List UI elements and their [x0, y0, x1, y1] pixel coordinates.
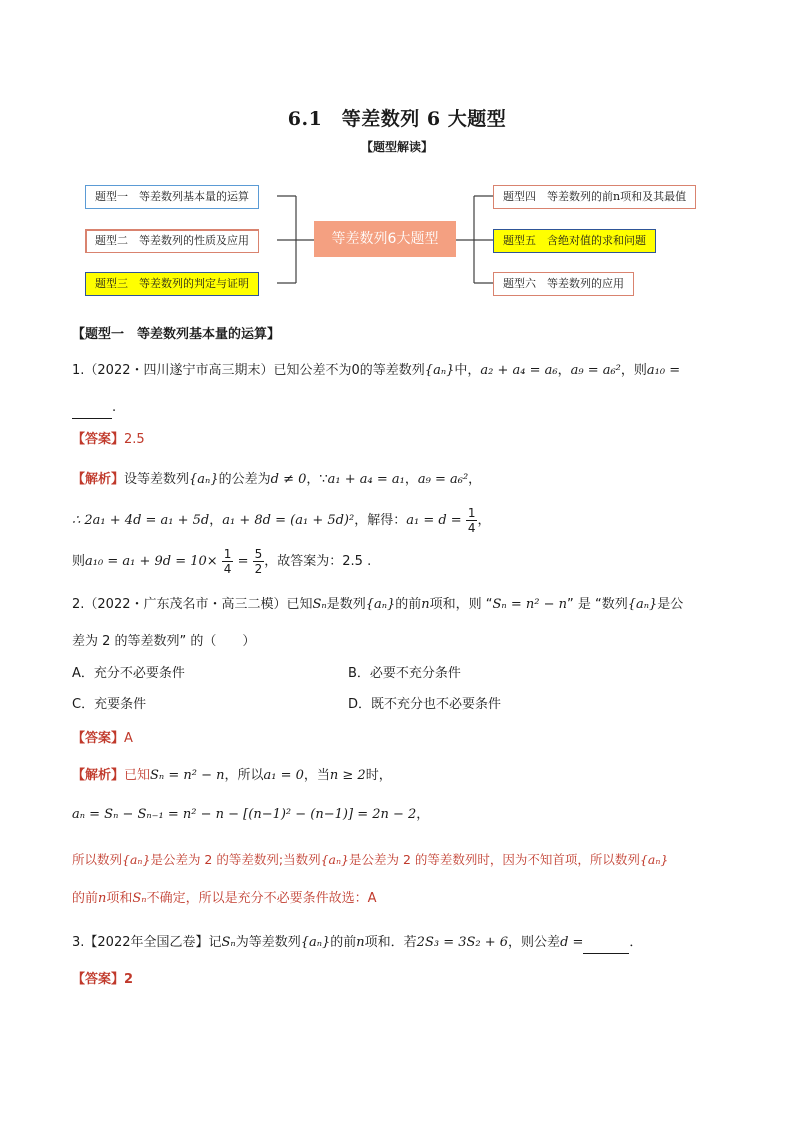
text: 不确定，所以是充分不必要条件故选：A: [146, 891, 377, 906]
math: a₁₀ = a₁ + 9d = 10×: [85, 554, 218, 569]
math: Sₙ = n² − n: [150, 768, 225, 783]
answer-line: [72, 430, 145, 450]
text: 3.【2022年全国乙卷】记: [72, 935, 222, 950]
text: 0: [351, 363, 360, 378]
text: ，: [477, 513, 491, 528]
math: {aₙ}: [122, 852, 151, 867]
mindmap: [0, 170, 794, 310]
text: 所以数列: [72, 852, 123, 867]
page-title: 6.1 等差数列 6 大题型: [287, 108, 507, 130]
text: 1.（2022・四川遂宁市高三期末）已知公差不为: [72, 363, 352, 378]
text: ，则: [620, 363, 647, 378]
math: d ≠ 0: [270, 472, 307, 487]
option-text: 充要条件: [94, 697, 147, 712]
math: {aₙ}: [424, 363, 455, 378]
math: a₁ = d =: [406, 513, 462, 528]
math: {aₙ}: [639, 852, 669, 867]
mindmap-topic-4: 题型四 等差数列的前n项和及其最值: [493, 185, 696, 209]
math: a₂ + a₄ = a₆: [480, 363, 558, 378]
option-key: A．: [72, 666, 94, 681]
option-text: 充分不必要条件: [93, 666, 185, 681]
math: a₉ = a₆²: [570, 363, 621, 378]
math: =: [237, 554, 249, 569]
answer-line: [72, 970, 133, 990]
math: {aₙ}: [300, 935, 331, 950]
question-3-stem: [72, 933, 642, 954]
answer-label: 【答案】: [72, 432, 125, 447]
math: n: [421, 597, 430, 612]
text: 则: [72, 554, 86, 569]
text: 时，: [365, 768, 392, 783]
text: ，: [209, 513, 223, 528]
answer-value: 2.5: [124, 432, 145, 447]
math: {aₙ}: [365, 597, 396, 612]
analysis-line: [72, 547, 371, 576]
analysis-line: [72, 850, 668, 870]
option-d[interactable]: [348, 695, 501, 715]
text: 项和．若: [364, 935, 417, 950]
text: ，: [557, 363, 571, 378]
text: 是公: [657, 597, 684, 612]
numerator: 5: [254, 547, 263, 561]
math: a₁ + 8d = (a₁ + 5d)²: [222, 513, 355, 528]
text: 的前: [72, 891, 99, 906]
question-2-stem-cont: 差为 2 的等差数列” 的（ ）: [72, 634, 256, 649]
math: Sₙ: [221, 935, 236, 950]
math: a₁ + a₄ = a₁: [327, 472, 405, 487]
fraction: [222, 547, 234, 576]
text: ，: [404, 472, 418, 487]
analysis-line: [72, 766, 392, 786]
text: 2.（2022・广东茂名市・高三二模）已知: [72, 597, 313, 612]
text: 是公差为 2 的等差数列;当数列: [150, 852, 321, 867]
mindmap-topic-1: 题型一 等差数列基本量的运算: [85, 185, 259, 209]
text: ” 是 “数列: [566, 597, 628, 612]
math: n: [98, 891, 107, 906]
question-1-stem: [72, 361, 680, 381]
text: 已知: [124, 768, 151, 783]
option-a[interactable]: [72, 664, 185, 684]
math: n ≥ 2: [329, 768, 366, 783]
text: 中，: [454, 363, 481, 378]
analysis-line: [72, 506, 491, 535]
answer-line: [72, 729, 133, 749]
text: 为等差数列: [235, 935, 301, 950]
option-key: D．: [348, 697, 372, 712]
denominator: 4: [467, 521, 476, 535]
text: 项和，则 “: [429, 597, 493, 612]
math: Sₙ: [312, 597, 327, 612]
math: a₁₀ =: [646, 363, 681, 378]
answer-label: 【答案】: [72, 731, 125, 746]
denominator: 2: [254, 562, 263, 576]
text: 设等差数列: [124, 472, 190, 487]
denominator: 4: [223, 562, 232, 576]
analysis-line: [72, 889, 377, 909]
numerator: 1: [223, 547, 232, 561]
text: ，: [416, 807, 430, 822]
text: 是数列: [326, 597, 366, 612]
math: aₙ = Sₙ − Sₙ₋₁ = n² − n − [(n−1)² − (n−1)] = 2n − 2: [72, 807, 417, 822]
answer-value: 2: [124, 972, 134, 987]
text: ，: [468, 472, 482, 487]
option-text: 既不充分也不必要条件: [371, 697, 502, 712]
math: Sₙ = n² − n: [492, 597, 567, 612]
math: d =: [560, 935, 584, 950]
option-c[interactable]: [72, 695, 146, 715]
math: n: [356, 935, 365, 950]
mindmap-topic-6: 题型六 等差数列的应用: [493, 272, 634, 296]
analysis-label: 【解析】: [72, 768, 125, 783]
mindmap-center: 等差数列6大题型: [314, 221, 456, 257]
answer-label: 【答案】: [72, 972, 125, 987]
option-b[interactable]: [348, 664, 461, 684]
mindmap-topic-3: 题型三 等差数列的判定与证明: [85, 272, 259, 296]
text: 项和: [106, 891, 133, 906]
text: 的前: [395, 597, 422, 612]
text: ，∵: [306, 472, 328, 487]
math: Sₙ: [132, 891, 147, 906]
text: 的等差数列: [359, 363, 425, 378]
text: ．: [629, 935, 643, 950]
option-text: 必要不充分条件: [369, 666, 461, 681]
math: {aₙ}: [320, 852, 350, 867]
math: {aₙ}: [189, 472, 219, 487]
math: 2S₃ = 3S₂ + 6: [416, 935, 509, 950]
answer-value: A: [124, 731, 133, 746]
text: 的前: [330, 935, 357, 950]
text: 是公差为 2 的等差数列时，因为不知首项，所以数列: [349, 852, 640, 867]
analysis-line: [72, 470, 481, 490]
text: ，所以: [224, 768, 264, 783]
mindmap-topic-5: 题型五 含绝对值的求和问题: [493, 229, 656, 253]
math: {aₙ}: [627, 597, 658, 612]
analysis-equation: [72, 805, 429, 825]
math: a₁ = 0: [263, 768, 304, 783]
text: ，故答案为：2.5 .: [264, 554, 372, 569]
text: ，则公差: [508, 935, 561, 950]
answer-blank: [72, 398, 116, 419]
fraction: [466, 506, 478, 535]
analysis-label: 【解析】: [72, 472, 125, 487]
text: .: [112, 400, 117, 415]
fraction: [253, 547, 265, 576]
numerator: 1: [467, 506, 476, 520]
mindmap-topic-2: 题型二 等差数列的性质及应用: [85, 229, 259, 253]
text: 的公差为: [218, 472, 271, 487]
option-key: B．: [348, 666, 370, 681]
page-subtitle: 【题型解读】: [360, 140, 433, 154]
section-title: 【题型一 等差数列基本量的运算】: [72, 327, 281, 342]
question-2-stem: [72, 595, 683, 615]
math: a₉ = a₆²: [417, 472, 469, 487]
option-key: C．: [72, 697, 95, 712]
text: ，解得：: [354, 513, 407, 528]
text: ，当: [303, 768, 330, 783]
math: ∴ 2a₁ + 4d = a₁ + 5d: [72, 513, 210, 528]
